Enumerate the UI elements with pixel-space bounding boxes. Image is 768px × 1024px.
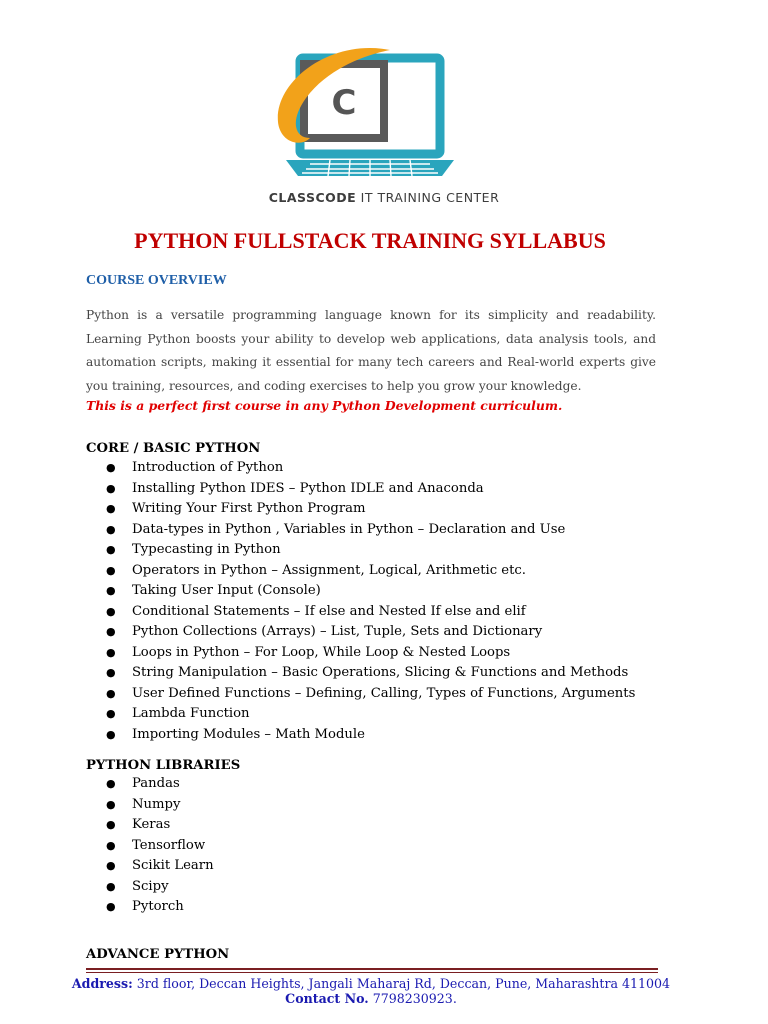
bullet-icon: ●: [106, 727, 116, 741]
list-item-text: Data-types in Python , Variables in Python – Declaration and Use: [132, 521, 566, 537]
list-item-text: Python Collections (Arrays) – List, Tuple, Sets and Dictionary: [132, 624, 543, 639]
list-item: [106, 704, 635, 725]
list-item-text: Typecasting in Python: [132, 542, 281, 557]
list-item-text: Writing Your First Python Program: [132, 501, 366, 516]
bullet-icon: ●: [106, 645, 116, 659]
list-item: [106, 602, 635, 623]
bullet-icon: ●: [106, 900, 116, 913]
svg-text:C: C: [331, 83, 357, 123]
list-item-text: Importing Modules – Math Module: [132, 726, 365, 742]
list-item-text: Introduction of Python: [132, 460, 284, 475]
list-item-text: Pytorch: [132, 899, 184, 914]
bullet-icon: ●: [106, 461, 116, 474]
list-item: [106, 877, 214, 898]
python-libraries-list: [86, 774, 214, 918]
list-item-text: String Manipulation – Basic Operations, Slicing & Functions and Methods: [132, 665, 629, 680]
footer-divider-thin: [86, 972, 658, 973]
bullet-icon: ●: [106, 666, 116, 679]
bullet-icon: ●: [106, 543, 116, 556]
advance-python-heading: ADVANCE PYTHON: [86, 947, 230, 962]
list-item-text: Installing Python IDES – Python IDLE and Anaconda: [132, 480, 484, 496]
course-highlight-text: This is a perfect first course in any Python Development curriculum.: [86, 398, 563, 413]
list-item: [106, 540, 635, 561]
bullet-icon: ●: [106, 522, 116, 536]
list-item-text: Taking User Input (Console): [132, 583, 321, 598]
bullet-icon: ●: [106, 818, 116, 831]
list-item: [106, 479, 635, 500]
list-item: [106, 815, 214, 836]
bullet-icon: ●: [106, 707, 116, 720]
footer-divider: [86, 968, 658, 970]
bullet-icon: ●: [106, 686, 116, 700]
python-libraries-heading: PYTHON LIBRARIES: [86, 758, 241, 773]
list-item-text: Tensorflow: [132, 837, 206, 853]
list-item: [106, 520, 635, 541]
list-item: [106, 581, 635, 602]
bullet-icon: ●: [106, 797, 116, 811]
list-item-text: Scipy: [132, 878, 169, 894]
bullet-icon: ●: [106, 625, 116, 638]
footer-contact: Contact No. 7798230923.: [285, 991, 457, 1006]
bullet-icon: ●: [106, 604, 116, 618]
list-item: [106, 561, 635, 582]
bullet-icon: ●: [106, 481, 116, 495]
course-overview-paragraph: Python is a versatile programming language known for its simplicity and readability. Learning Python boosts your ability to develop web applications, data analysis tools, and automation scripts, making it essential for many tech careers and Real-world experts give you training, resources, and coding exercises to help you grow your knowledge.: [86, 308, 656, 393]
list-item-text: Numpy: [132, 796, 181, 812]
classcode-logo: [270, 42, 470, 182]
list-item: [106, 458, 635, 479]
list-item-text: Lambda Function: [132, 706, 250, 721]
list-item: [106, 897, 214, 918]
list-item-text: Scikit Learn: [132, 858, 214, 873]
bullet-icon: ●: [106, 502, 116, 515]
bullet-icon: ●: [106, 859, 116, 872]
bullet-icon: ●: [106, 584, 116, 597]
list-item-text: Pandas: [132, 776, 180, 791]
list-item-text: User Defined Functions – Defining, Calling, Types of Functions, Arguments: [132, 685, 636, 701]
list-item: [106, 684, 636, 705]
list-item-text: Operators in Python – Assignment, Logical, Arithmetic etc.: [132, 562, 526, 578]
list-item-text: Loops in Python – For Loop, While Loop & Nested Loops: [132, 644, 511, 660]
list-item: [106, 856, 214, 877]
core-python-list: [86, 458, 635, 745]
list-item-text: Keras: [132, 817, 171, 832]
core-python-heading: CORE / BASIC PYTHON: [86, 441, 261, 456]
list-item: [106, 725, 635, 746]
bullet-icon: ●: [106, 563, 116, 577]
list-item: [106, 836, 214, 857]
brand-name: CLASSCODE IT TRAINING CENTER: [268, 190, 500, 205]
list-item: [106, 643, 635, 664]
course-overview-heading: COURSE OVERVIEW: [86, 273, 227, 288]
bullet-icon: ●: [106, 777, 116, 790]
list-item: [106, 774, 214, 795]
bullet-icon: ●: [106, 838, 116, 852]
list-item: [106, 795, 214, 816]
page-title: PYTHON FULLSTACK TRAINING SYLLABUS: [134, 228, 606, 253]
footer-address: Address: 3rd floor, Deccan Heights, Jangali Maharaj Rd, Deccan, Pune, Maharashtra 411004: [71, 976, 671, 991]
list-item-text: Conditional Statements – If else and Nested If else and elif: [132, 603, 526, 619]
list-item: [106, 499, 635, 520]
list-item: [106, 622, 635, 643]
bullet-icon: ●: [106, 879, 116, 893]
list-item: [106, 663, 635, 684]
